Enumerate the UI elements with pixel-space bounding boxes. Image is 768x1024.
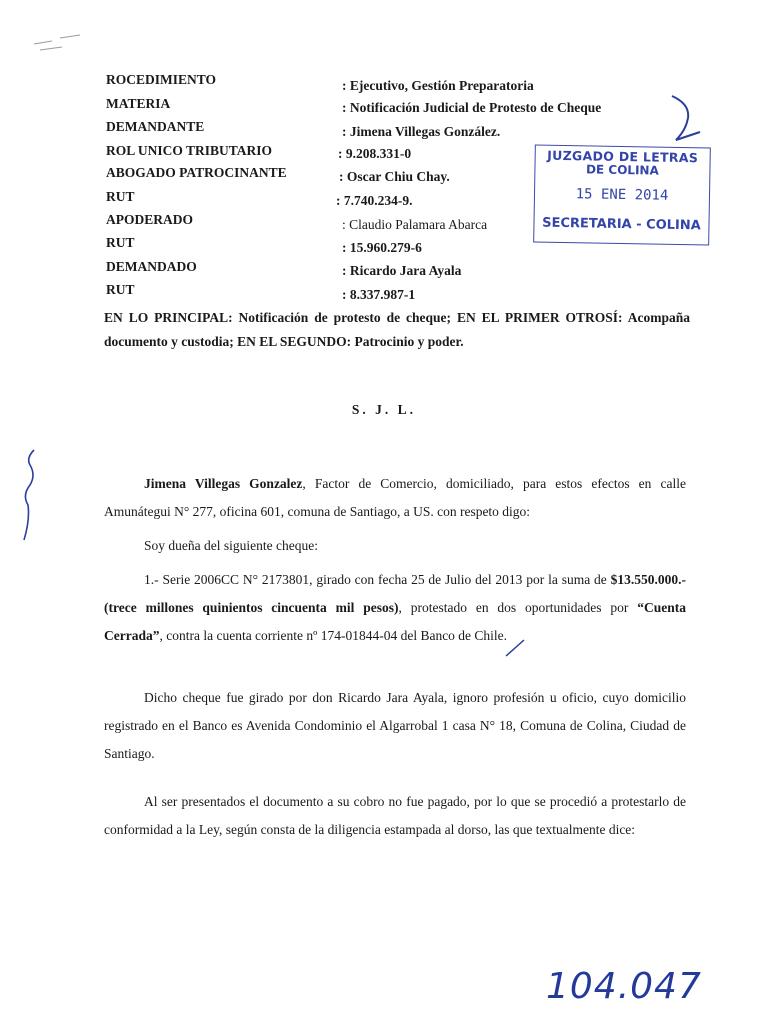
header-value: : Claudio Palamara Abarca	[342, 217, 488, 232]
stamp-date: 15 ENE 2014	[575, 186, 669, 204]
stamp-check-mark	[672, 96, 700, 140]
paragraph-presentation	[104, 788, 686, 844]
paragraph-cheque	[104, 566, 686, 650]
header-label: RUT	[106, 235, 135, 250]
handwritten-folio-number: 104.047	[546, 966, 702, 1007]
header-value: : Jimena Villegas González.	[342, 124, 501, 139]
salutation-sjl: S. J. L.	[351, 402, 417, 417]
cheque-details: 1.- Serie 2006CC N° 2173801, girado con fecha 25 de Julio del 2013 por la suma de	[144, 572, 611, 587]
header-label: MATERIA	[106, 96, 171, 111]
principal-summary: EN LO PRINCIPAL: Notificación de protesto de cheque; EN EL PRIMER OTROSÍ: Acompaña documento y custodia; EN EL SEGUNDO: Patrocinio y poder.	[104, 310, 690, 349]
header-value: : 7.740.234-9.	[336, 193, 413, 208]
header-value: : 8.337.987-1	[342, 287, 416, 302]
paragraph-intro-text: , Factor de Comercio, domiciliado, para estos efectos en calle Amunátegui N° 277, oficina 601, comuna de Santiago, a US. con respeto digo:	[104, 476, 686, 519]
header-value: : Ejecutivo, Gestión Preparatoria	[342, 78, 534, 93]
header-label: ROCEDIMIENTO	[106, 72, 217, 87]
header-value: : Notificación Judicial de Protesto de Cheque	[342, 100, 602, 115]
header-value: : 15.960.279-6	[342, 240, 422, 255]
header-label: RUT	[106, 189, 135, 204]
protest-reason: “Cuenta Cerrada”	[104, 600, 686, 643]
cheque-account: , contra la cuenta corriente nº 174-01844-04 del Banco de Chile.	[159, 628, 508, 643]
plaintiff-name: Jimena Villegas Gonzalez	[144, 476, 303, 491]
stamp-secretaria: SECRETARIA - COLINA	[542, 215, 701, 234]
paragraph-presentation-text: Al ser presentados el documento a su cobro no fue pagado, por lo que se procedió a protestarlo de conformidad a la Ley, según consta de la diligencia estampada al dorso, las que textualmente dice:	[104, 794, 686, 837]
stamp-court-name: JUZGADO DE LETRAS	[547, 147, 699, 166]
cheque-amount: $13.550.000.- (trece millones quinientos cincuenta mil pesos)	[104, 572, 686, 615]
corner-scribble	[34, 35, 80, 50]
header-value: : 9.208.331-0	[338, 146, 412, 161]
header-label: APODERADO	[106, 212, 193, 227]
paragraph-drawer-text: Dicho cheque fue girado por don Ricardo Jara Ayala, ignoro profesión u oficio, cuyo domicilio registrado en el Banco es Avenida Condominio el Algarrobal 1 casa N° 18, Comuna de Colina, Ciudad de Santiago.	[104, 690, 686, 761]
header-value: : Oscar Chiu Chay.	[339, 169, 450, 184]
header-label: RUT	[106, 282, 135, 297]
header-value: : Ricardo Jara Ayala	[342, 263, 462, 278]
header-label: ABOGADO PATROCINANTE	[106, 165, 287, 180]
header-label: ROL UNICO TRIBUTARIO	[106, 143, 273, 158]
stamp-court-location: DE COLINA	[585, 162, 659, 178]
paragraph-drawer	[104, 684, 686, 768]
paragraph-owner	[104, 532, 686, 560]
header-label: DEMANDADO	[106, 259, 197, 274]
court-reception-stamp	[533, 144, 711, 245]
paragraph-owner-text: Soy dueña del siguiente cheque:	[144, 538, 318, 553]
paragraph-intro	[104, 470, 686, 526]
cheque-protest: , protestado en dos oportunidades por	[398, 600, 638, 615]
header-label: DEMANDANTE	[106, 119, 205, 134]
margin-signature	[24, 450, 34, 540]
